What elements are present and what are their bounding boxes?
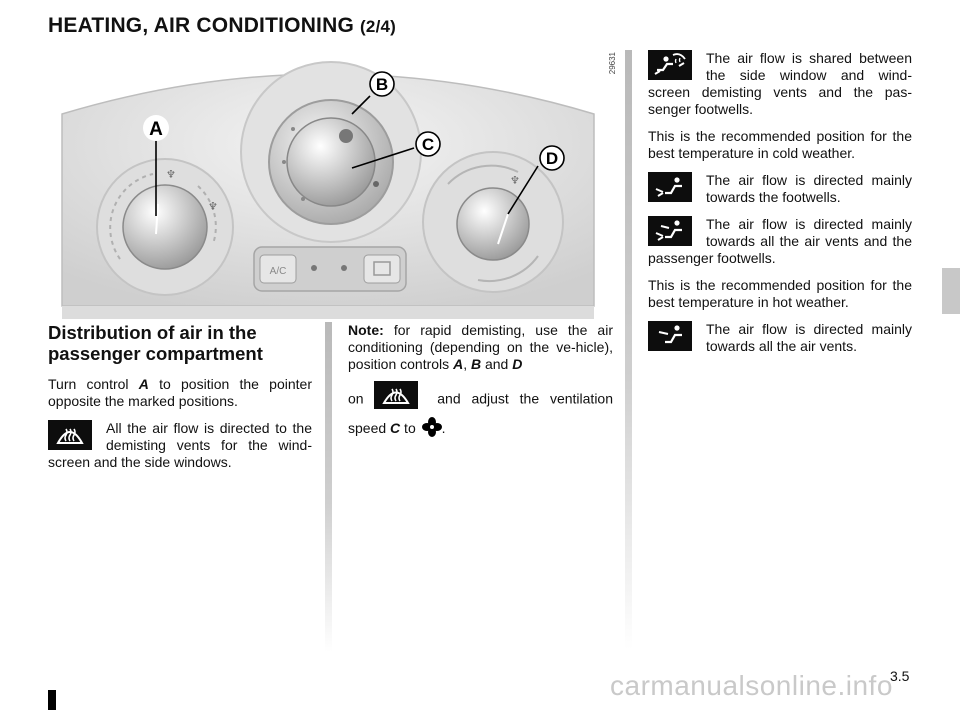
ac-button-label: A/C — [269, 266, 287, 277]
mode-entry-vents-footwell-text: The air flow is directed mainly towards all the air vents and the passenger footwells. — [648, 216, 912, 266]
mode-entry-face-vents-text: The air flow is directed mainly towards all the air vents. — [706, 321, 912, 354]
distribution-section — [48, 322, 312, 481]
title-text: HEATING, AIR CONDITIONING — [48, 14, 354, 37]
windscreen-demist-icon — [48, 420, 92, 450]
note-paragraph-2: on and adjust the ventilation speed C to . — [348, 383, 613, 437]
heater-control-panel-illustration — [48, 44, 620, 319]
fan-max-speed-icon — [422, 417, 442, 437]
intro-paragraph: Turn control A to position the pointer opposite the marked positions. — [48, 376, 312, 409]
recommendation-cold: This is the recommended position for the best temperature in cold weather. — [648, 128, 912, 161]
face-vents-icon — [648, 321, 692, 351]
column-divider-right — [625, 50, 632, 650]
figure-code: 29631 — [608, 52, 617, 75]
callout-d — [540, 146, 564, 170]
watermark-text: carmanualsonline.info — [610, 670, 893, 701]
recommendation-hot: This is the recommended position for the best temperature in hot weather. — [648, 277, 912, 310]
column-divider-left — [325, 322, 332, 652]
svg-text:♆: ♆ — [208, 200, 218, 213]
svg-text:♆: ♆ — [166, 168, 176, 181]
svg-text:B: B — [375, 75, 389, 94]
mode-entry-split-text: The air flow is shared between the side window and wind-screen demisting vents and the pas-senger footwells. — [648, 50, 912, 117]
demist-entry-text: All the air flow is directed to the demisting vents for the wind-screen and the side windows. — [48, 420, 312, 470]
svg-text:♆: ♆ — [510, 174, 520, 187]
split-windscreen-footwell-icon — [648, 50, 692, 80]
note-section — [348, 322, 613, 447]
svg-text:D: D — [545, 149, 559, 168]
footwell-icon — [648, 172, 692, 202]
mode-entry-vents-footwell — [648, 216, 912, 267]
vents-and-footwell-icon — [648, 216, 692, 246]
note-paragraph: Note: for rapid demisting, use the air conditioning (depending on the ve-hicle), position controls A, B and D — [348, 322, 613, 372]
svg-text:A: A — [149, 119, 163, 140]
mode-entry-footwell — [648, 172, 912, 206]
mode-entry-split — [648, 50, 912, 118]
callout-c — [416, 132, 440, 156]
section-heading: Distribution of air in the passenger compartment — [48, 322, 263, 364]
title-part-indicator: (2/4) — [360, 17, 397, 36]
callout-a — [143, 115, 169, 141]
windscreen-demist-icon — [374, 381, 418, 409]
chapter-tab — [942, 268, 960, 314]
demist-entry — [48, 420, 312, 471]
page-title — [48, 14, 396, 38]
svg-text:C: C — [421, 135, 435, 154]
airflow-modes-section — [648, 50, 912, 365]
callout-b — [370, 72, 394, 96]
page-edge-marker — [48, 690, 56, 710]
mode-entry-footwell-text: The air flow is directed mainly towards the footwells. — [706, 172, 912, 205]
mode-entry-face-vents — [648, 321, 912, 355]
page-number: 3.5 — [890, 668, 910, 684]
